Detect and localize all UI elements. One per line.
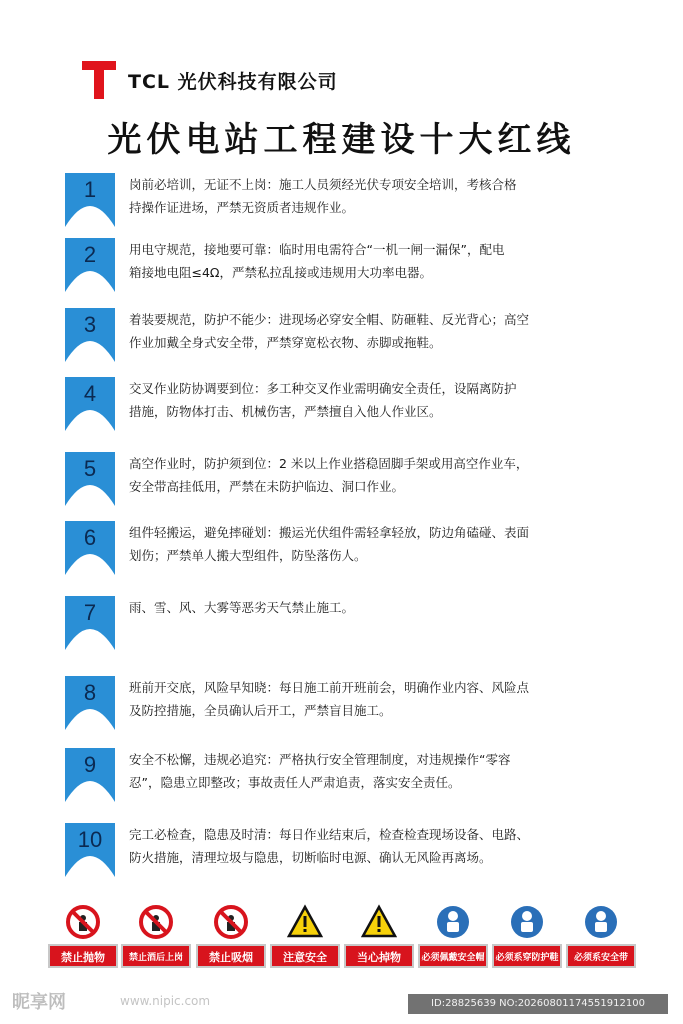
safety-sign-label: 必须系安全带 [566, 944, 636, 968]
safety-sign [196, 902, 266, 970]
rule-text-line1: 班前开交底，风险早知晓：每日施工前开班前会，明确作业内容、风险点 [129, 680, 530, 695]
company-name: TCL 光伏科技有限公司 [128, 70, 338, 93]
falling-objects-icon [361, 904, 397, 940]
rule-text-line1: 安全不松懈，违规必追究：严格执行安全管理制度，对违规操作“零容 [129, 752, 511, 767]
hard-hat-icon [435, 904, 471, 940]
safety-sign-label: 禁止吸烟 [196, 944, 266, 968]
rule-text [129, 521, 629, 567]
safety-sign [48, 902, 118, 970]
rule-number: 8 [83, 680, 97, 705]
rule-text [129, 452, 629, 498]
rule-text-line2: 箱接地电阻≤4Ω，严禁私拉乱接或违规用大功率电器。 [129, 265, 432, 280]
rule-item [65, 308, 625, 364]
rule-text [129, 676, 629, 722]
rule-number-badge [65, 748, 115, 802]
safety-sign-label: 必须系穿防护鞋 [492, 944, 562, 968]
watermark-url: www.nipic.com [120, 994, 211, 1008]
rule-text-line2: 及防控措施，全员确认后开工，严禁盲目施工。 [129, 703, 392, 718]
safety-sign [344, 902, 414, 970]
no-drinking-icon [138, 904, 174, 940]
rule-number: 3 [83, 312, 97, 337]
page-title: 光伏电站工程建设十大红线 [107, 120, 576, 160]
rule-text-line2: 作业加戴全身式安全带，严禁穿宽松衣物、赤脚或拖鞋。 [129, 335, 442, 350]
rule-item [65, 823, 625, 879]
safety-harness-icon [583, 904, 619, 940]
rule-text [129, 823, 629, 869]
rule-number-badge [65, 452, 115, 506]
rule-text [129, 173, 629, 219]
rule-number-badge [65, 308, 115, 362]
safety-sign [418, 902, 488, 970]
rule-text-line1: 高空作业时，防护须到位：2 米以上作业搭稳固脚手架或用高空作业车， [129, 456, 529, 471]
rule-text [129, 748, 629, 794]
rule-number-badge [65, 676, 115, 730]
rule-number-badge [65, 521, 115, 575]
rule-number: 9 [83, 752, 97, 777]
rule-number: 2 [83, 242, 97, 267]
safety-boots-icon [509, 904, 545, 940]
rule-number: 7 [83, 600, 97, 625]
no-throwing-icon [65, 904, 101, 940]
rule-number-badge [65, 238, 115, 292]
tcl-logo-icon [82, 61, 116, 99]
rule-item [65, 676, 625, 732]
rule-number-badge [65, 596, 115, 650]
caution-icon [287, 904, 323, 940]
rule-text-line2: 安全带高挂低用，严禁在未防护临边、洞口作业。 [129, 479, 405, 494]
safety-sign-label: 禁止酒后上岗 [121, 944, 191, 968]
rule-text-line1: 着装要规范，防护不能少：进现场必穿安全帽、防砸鞋、反光背心；高空 [129, 312, 530, 327]
rule-number-badge [65, 377, 115, 431]
safety-sign-label: 注意安全 [270, 944, 340, 968]
rule-text-line1: 组件轻搬运，避免摔碰划：搬运光伏组件需轻拿轻放，防边角磕碰、表面 [129, 525, 530, 540]
safety-sign [270, 902, 340, 970]
rule-text [129, 238, 629, 284]
rule-item [65, 521, 625, 577]
rule-text-line2: 防火措施，清理垃圾与隐患，切断临时电源、确认无风险再离场。 [129, 850, 492, 865]
rule-number-badge [65, 173, 115, 227]
safety-sign-label: 当心掉物 [344, 944, 414, 968]
safety-signs-row [48, 902, 638, 972]
rule-text [129, 308, 629, 354]
rule-text-line2: 持操作证进场，严禁无资质者违规作业。 [129, 200, 355, 215]
rule-item [65, 748, 625, 804]
safety-sign [492, 902, 562, 970]
rule-text-line1: 岗前必培训，无证不上岗：施工人员须经光伏专项安全培训，考核合格 [129, 177, 517, 192]
rule-number-badge [65, 823, 115, 877]
rule-text-line2: 划伤；严禁单人搬大型组件，防坠落伤人。 [129, 548, 367, 563]
rule-item [65, 377, 625, 433]
rule-number: 6 [83, 525, 97, 550]
no-smoking-icon [213, 904, 249, 940]
rule-item [65, 596, 625, 652]
rule-text-line1: 用电守规范，接地要可靠：临时用电需符合“一机一闸一漏保”，配电 [129, 242, 505, 257]
footer-watermark [0, 984, 683, 1024]
rule-item [65, 173, 625, 229]
rule-text [129, 377, 629, 423]
rule-number: 1 [83, 177, 97, 202]
header [82, 60, 338, 100]
rule-text [129, 596, 629, 619]
rule-item [65, 238, 625, 294]
safety-sign-label: 禁止抛物 [48, 944, 118, 968]
safety-sign [566, 902, 636, 970]
rule-text-line1: 完工必检查，隐患及时清：每日作业结束后，检查检查现场设备、电路、 [129, 827, 530, 842]
rule-text-line2: 忍”，隐患立即整改；事故责任人严肃追责，落实安全责任。 [129, 775, 461, 790]
image-id-bar: ID:28825639 NO:20260801174551912100 [408, 994, 668, 1014]
rule-item [65, 452, 625, 508]
rule-text-line2: 措施，防物体打击、机械伤害，严禁擅自入他人作业区。 [129, 404, 442, 419]
rule-number: 10 [77, 827, 103, 852]
watermark-brand: 昵享网 [12, 992, 66, 1013]
safety-sign-label: 必须佩戴安全帽 [418, 944, 488, 968]
rule-number: 4 [83, 381, 97, 406]
rule-number: 5 [83, 456, 97, 481]
rule-text-line1: 交叉作业防协调要到位：多工种交叉作业需明确安全责任，设隔离防护 [129, 381, 517, 396]
rule-text-line1: 雨、雪、风、大雾等恶劣天气禁止施工。 [129, 600, 355, 615]
safety-sign [121, 902, 191, 970]
